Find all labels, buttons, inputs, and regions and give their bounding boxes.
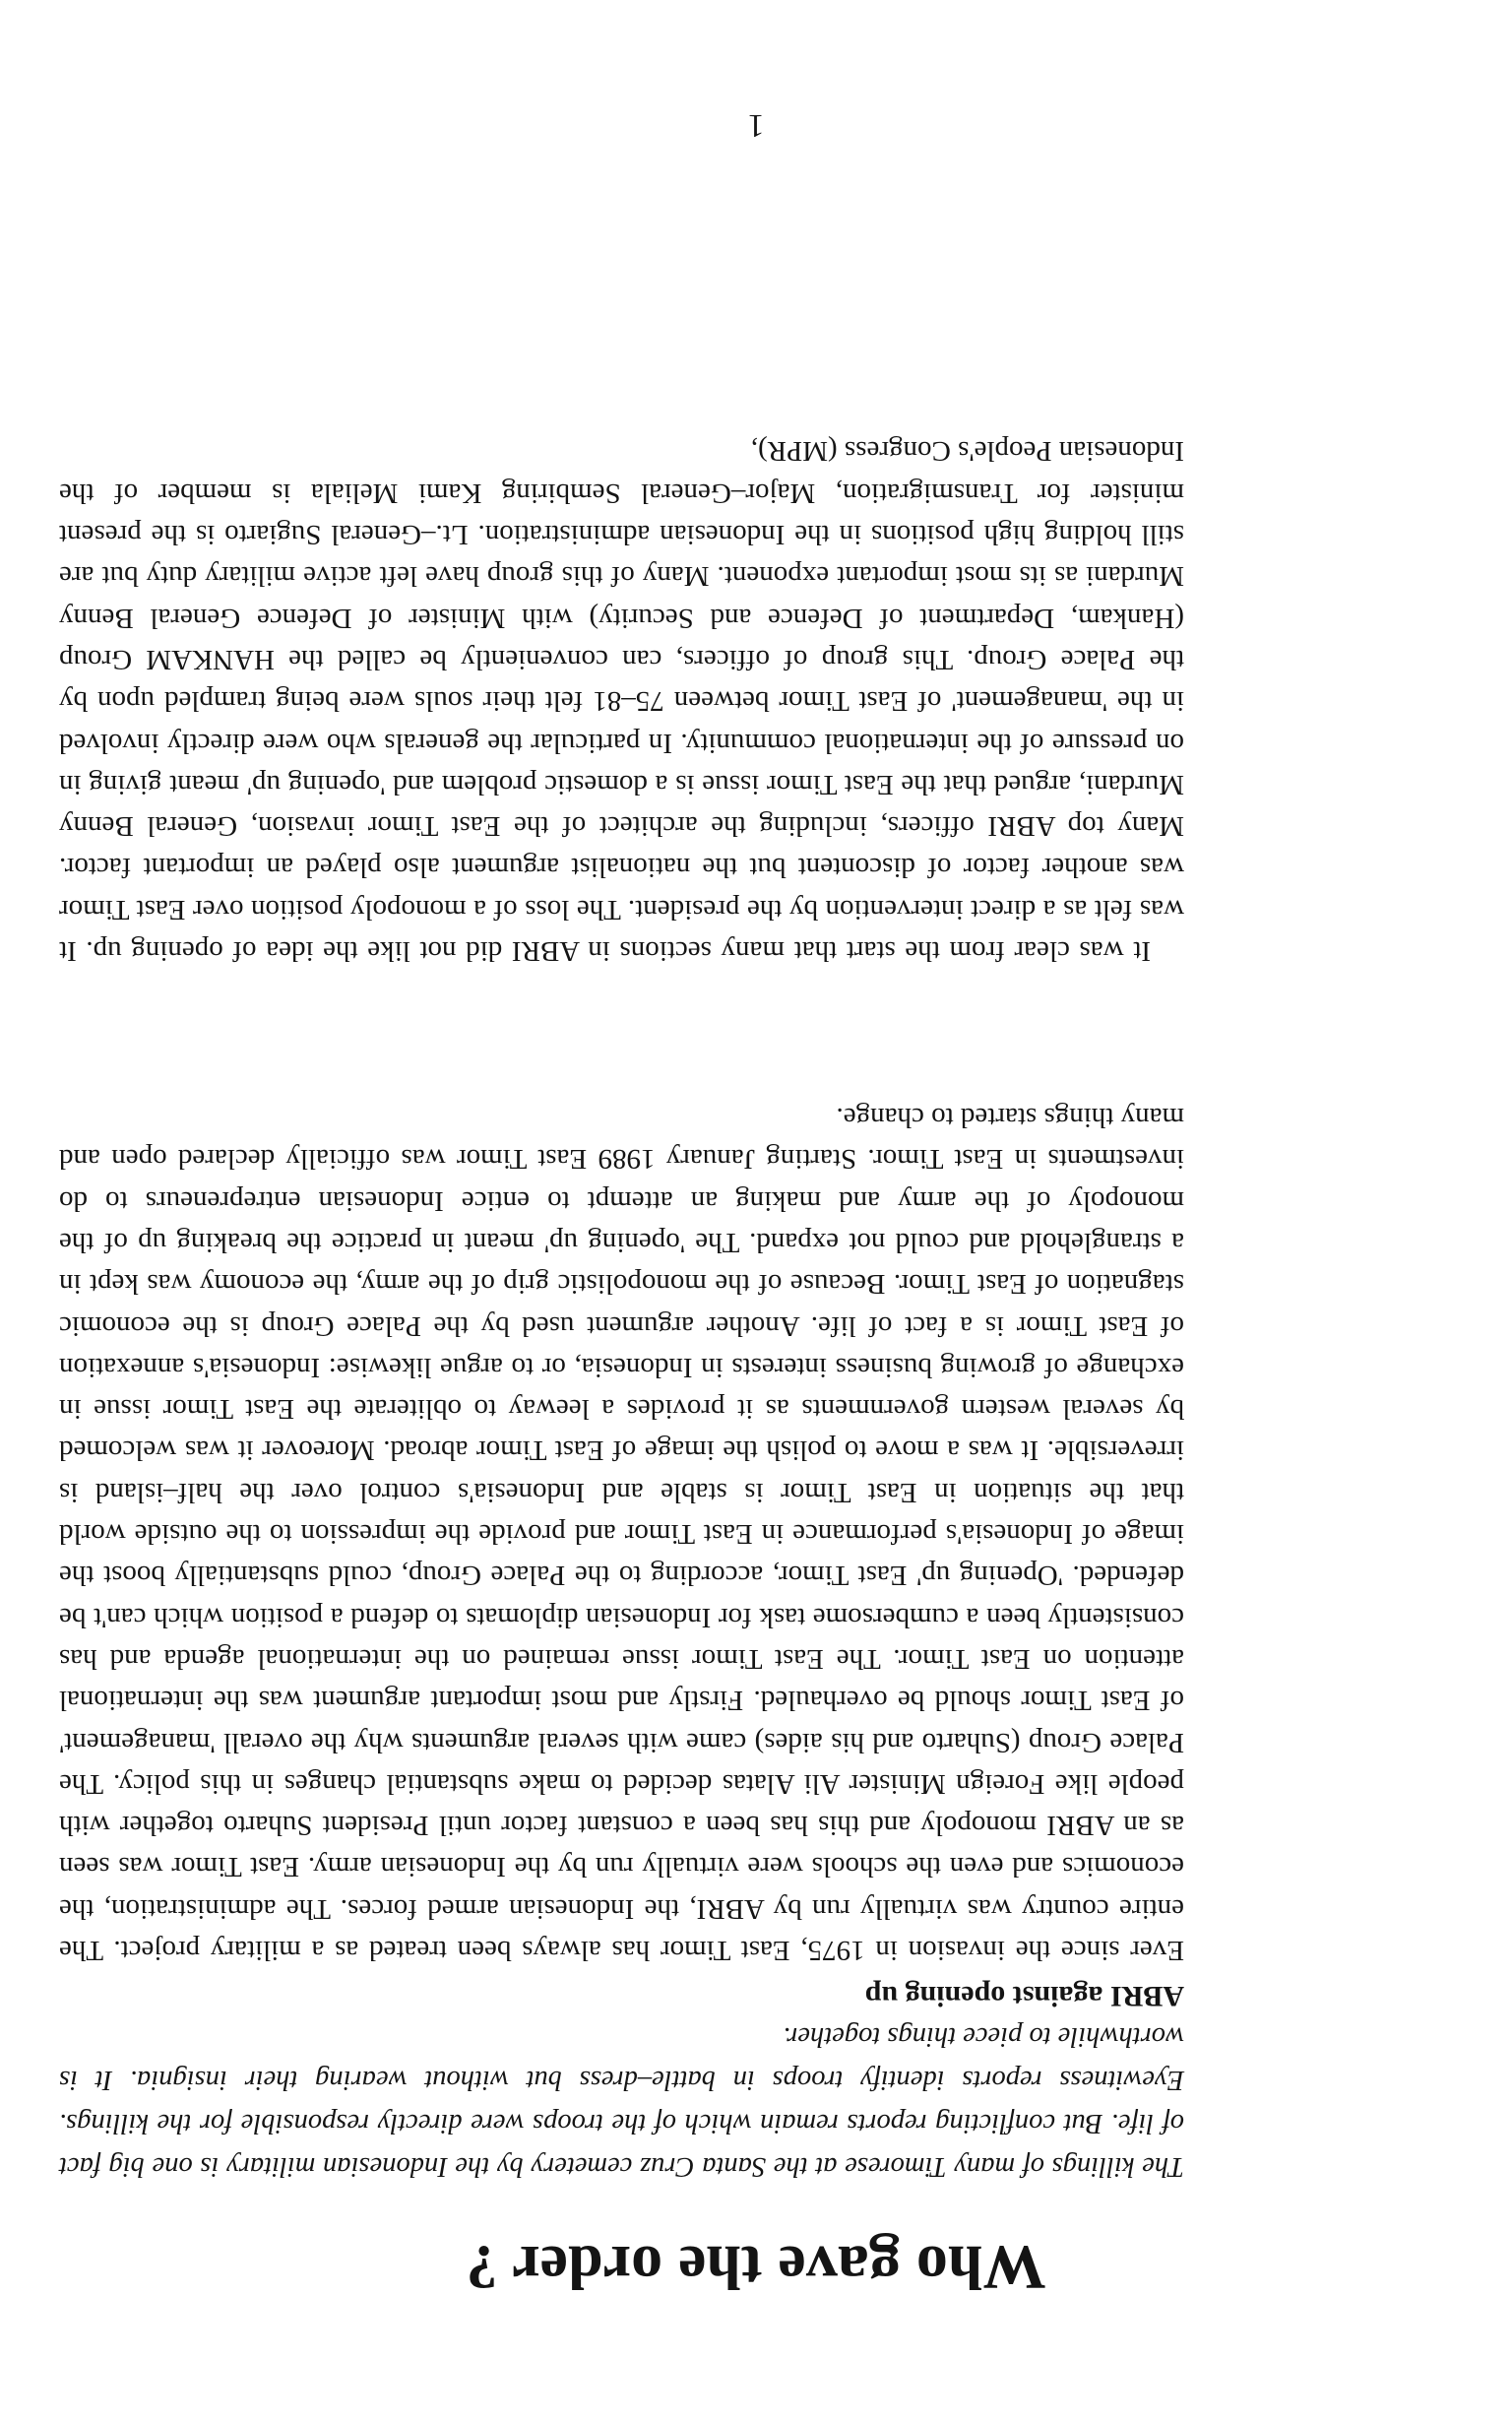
body-paragraph: Ever since the invasion in 1975, East Timor has always been treated as a military project. The entire country was virtually run by ABRI, the Indonesian armed forces. The administration, the economics and even the schools were virtually run by the Indonesian army. East Timor was seen as an ABRI monopoly and this has been a constant factor until President Suharto together with people like Foreign Minister Ali Alatas decided to make substantial changes in this policy. The Palace Group (Suharto and his aides) came with several arguments why the overall 'management' of East Timor should be overhauled. Firstly and most important argument was the international attention on East Timor. The East Timor issue remained on the international agenda and has consistently been a cumbersome task for Indonesian diplomats to defend a position which can't be defended. 'Opening up' East Timor, according to the Palace Group, could substantially boost the image of Indonesia's performance in East Timor and provide the impression to the outside world that the situation in East Timor is stable and Indonesia's control over the half–island is irreversible. It was a move to polish the image of East Timor abroad. Moreover it was welcomed by several western governments as it provides a leeway to obliterate the East Timor issue in exchange of growing business interests in Indonesia, or to argue likewise: Indonesia's annexation of East Timor is a fact of life. Another argument used by the Palace Group is the economic stagnation of East Timor. Because of the monopolistic grip of the army, the economy was kept in a stranglehold and could not expand. The 'opening up' meant in practice the breaking up of the monopoly of the army and making an attempt to entice Indonesian entrepreneurs to do investments in East Timor. Starting January 1989 East Timor was officially declared open and many things started to change. [59,1102,1184,1966]
section-heading: ABRI against opening up [864,1980,1184,2012]
page-number: 1 [747,107,765,144]
body-paragraph: It was clear from the start that many sections in ABRI did not like the idea of opening up. It was felt as a direct intervention by the president. The loss of a monopoly position over East Timor was another factor of discontent but the nationalist argument also played an important factor. Many top ABRI officers, including the architect of the East Timor invasion, General Benny Murdani, argued that the East Timor issue is a domestic problem and 'opening up' meant giving in on pressure of the international community. In particular the generals who were directly involved in the 'management' of East Timor between 75–81 felt their souls were being trampled upon by the Palace Group. This group of officers, can conveniently be called the HANKAM Group (Hankam, Department of Defence and Security) with Minister of Defence General Benny Murdani as its most important exponent. Many of this group have left active military duty but are still holding high positions in the Indonesian administration. Lt.–General Sugiarto is the present minister for Transmigration, Major–General Sembiring Kami Meliala is member of the Indonesian People's Congress (MPR), [59,435,1184,967]
intro-standfirst: The killings of many Timorese at the Santa Cruz cemetery by the Indonesian military is one big fact of life. But conflicting reports remain which of the troops were directly responsible for the killings. Eyewitness reports identify troops in battle–dress but without wearing their insignia. It is worthwhile to piece things together. [59,2021,1184,2182]
page-title: Who gave the order ? [466,2233,1046,2303]
